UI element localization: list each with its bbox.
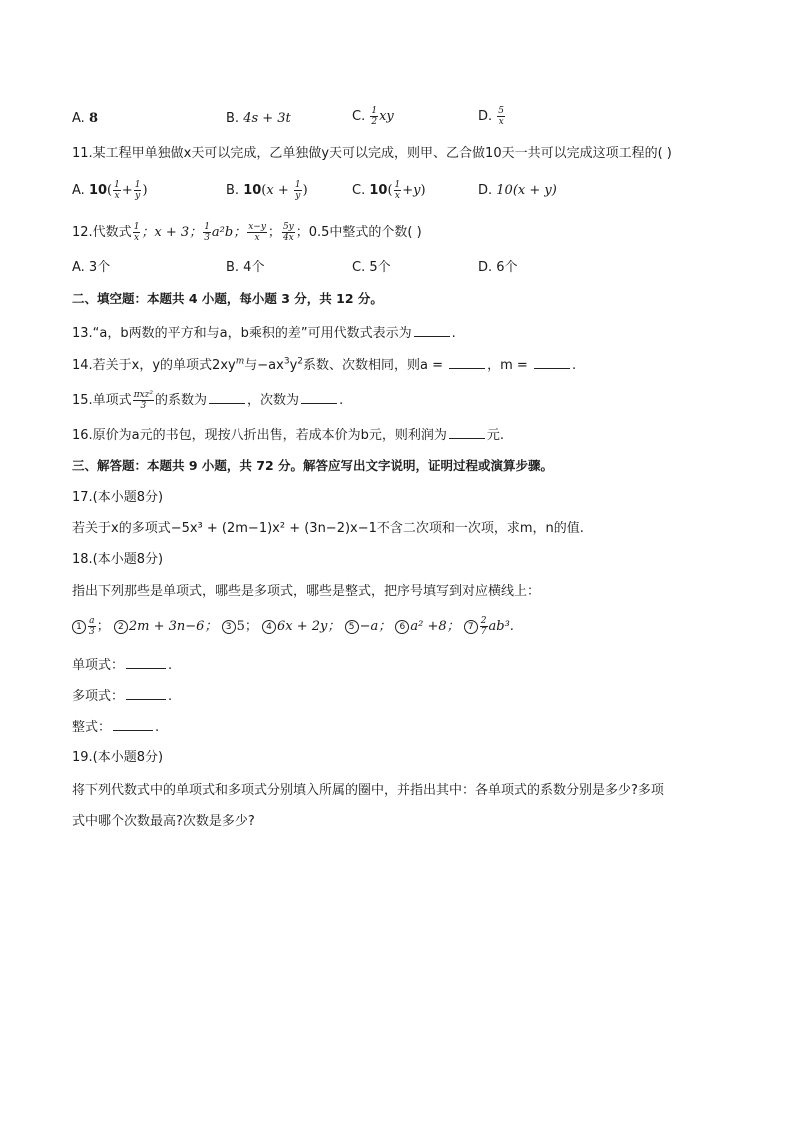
q14-stem: 14.若关于x，y的单项式$2xy^m$与$-ax^3y^2$系数、次数相同，则a = ，m = .	[72, 356, 577, 373]
q12-option-d: D. 6个	[478, 260, 518, 275]
q10-option-d: D. $\frac{5}{x}$	[478, 106, 505, 127]
q19-stem-line-1: 将下列代数式中的单项式和多项式分别填入所属的圈中，并指出其中：各单项式的系数分别是多少?多项	[72, 783, 664, 798]
item-4-marker: 4	[262, 620, 276, 634]
item-5-marker: 5	[345, 620, 359, 634]
q11-option-a: A. 10( $\frac{1}{x}$ + $\frac{1}{y}$ )	[72, 180, 148, 201]
q15-stem: 15.单项式 $\frac{\text{πxz²}}{3}$ 的系数为 ，次数为 .	[72, 390, 344, 411]
q11-option-d: D. 10(x + y)	[478, 183, 557, 198]
q13-stem: 13.“a，b两数的平方和与a，b乘积的差”可用代数式表示为 .	[72, 326, 456, 341]
q18-polynomial-line: 多项式： .	[72, 689, 173, 704]
q18-stem: 指出下列那些是单项式，哪些是多项式，哪些是整式，把序号填写到对应横线上：	[72, 584, 541, 599]
q19-heading: 19.(本小题8分)	[72, 750, 164, 765]
q12-option-b: B. 4个	[226, 260, 265, 275]
q10-option-b: B. 4s + 3t	[226, 111, 291, 126]
item-6-marker: 6	[395, 620, 409, 634]
q12-option-a: A. 3个	[72, 260, 111, 275]
section-3-heading: 三、解答题：本题共 9 小题，共 72 分。解答应写出文字说明，证明过程或演算步骤。	[72, 458, 554, 473]
item-1-marker: 1	[72, 620, 86, 634]
item-7-marker: 7	[464, 620, 478, 634]
q10-option-a: A. 8	[72, 111, 98, 126]
q11-option-b: B. 10(x + $\frac{1}{y}$ )	[226, 180, 308, 201]
q19-stem-line-2: 式中哪个次数最高?次数是多少?	[72, 814, 255, 829]
q12-stem: 12.代数式 $\frac{1}{x}$ ；x + 3； $\frac{1}{3}$ a²b； $\frac{x-y}{x}$ ； $\frac{5y}{4x}$ ；0.5中整式的个数( )	[72, 222, 422, 243]
q10-option-c: C. $\frac{1}{2}$ xy	[352, 106, 394, 127]
item-3-marker: 3	[222, 620, 236, 634]
q18-heading: 18.(本小题8分)	[72, 552, 164, 567]
q12-option-c: C. 5个	[352, 260, 391, 275]
q18-items: 1 $\frac{a}{3}$ ； 2 2m + 3n−6； 3 5； 4 6x + 2y； 5 −a； 6 a² +8； 7 $\frac{2}{7}$ ab³.	[72, 616, 514, 637]
q17-stem: 若关于x的多项式−5x³ + (2m−1)x² + (3n−2)x−1不含二次项和一次项，求m，n的值.	[72, 521, 584, 536]
q17-heading: 17.(本小题8分)	[72, 490, 164, 505]
item-2-marker: 2	[114, 620, 128, 634]
q11-option-c: C. 10( $\frac{1}{x}$ +y)	[352, 180, 426, 201]
q16-stem: 16.原价为a元的书包，现按八折出售，若成本价为b元，则利润为 元.	[72, 428, 505, 443]
q18-monomial-line: 单项式： .	[72, 658, 173, 673]
section-2-heading: 二、填空题：本题共 4 小题，每小题 3 分，共 12 分。	[72, 291, 383, 306]
q18-integral-line: 整式： .	[72, 720, 160, 735]
q11-stem: 11.某工程甲单独做x天可以完成，乙单独做y天可以完成，则甲、乙合做10天一共可以完成这项工程的( )	[72, 146, 672, 161]
